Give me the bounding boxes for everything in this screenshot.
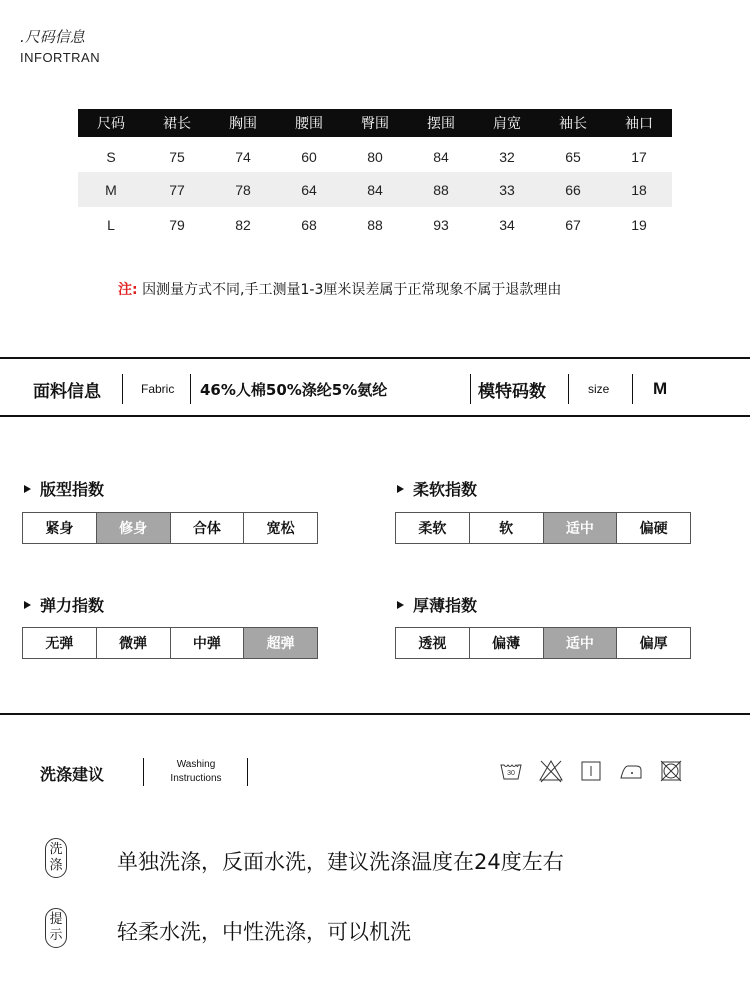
table-row [78, 137, 672, 172]
tip-badge [45, 908, 67, 948]
table-cell: 80 [367, 148, 383, 165]
fit-index-scale [22, 512, 318, 544]
washing-title-en-1: Washing [176, 759, 216, 770]
divider [632, 374, 633, 404]
table-cell: 84 [433, 148, 449, 165]
table-cell: 75 [169, 148, 185, 165]
col-header: 尺码 [78, 109, 144, 137]
divider [0, 415, 750, 417]
washing-title-en [156, 758, 236, 786]
stretch-option: 中弹 [171, 628, 245, 658]
fit-option: 合体 [171, 513, 245, 543]
washing-title: 洗涤建议 [40, 765, 105, 784]
divider [190, 374, 191, 404]
col-header: 肩宽 [474, 109, 540, 137]
table-cell: 67 [565, 216, 581, 233]
thickness-index-title [397, 593, 477, 616]
table-cell: 77 [144, 172, 210, 207]
fit-option: 紧身 [23, 513, 97, 543]
divider [0, 713, 750, 715]
size-table [78, 109, 672, 242]
thickness-index-scale [395, 627, 691, 659]
table-cell: 33 [474, 172, 540, 207]
col-header: 袖长 [540, 109, 606, 137]
table-cell: 78 [210, 172, 276, 207]
note-mark: 注: [118, 282, 138, 298]
col-header: 臀围 [342, 109, 408, 137]
model-size-label: 模特码数 [478, 381, 546, 402]
thickness-option: 适中 [544, 628, 618, 658]
stretch-option: 无弹 [23, 628, 97, 658]
table-cell: 82 [235, 216, 251, 233]
table-cell: 17 [631, 148, 647, 165]
fit-option: 修身 [97, 513, 171, 543]
divider [247, 758, 248, 786]
wash-30-icon [498, 758, 524, 784]
triangle-bullet-icon [24, 485, 31, 493]
table-cell: M [78, 172, 144, 207]
divider [568, 374, 569, 404]
table-cell: 68 [301, 216, 317, 233]
stretch-option: 超弹 [244, 628, 317, 658]
iron-low-icon [618, 758, 644, 784]
stretch-index-title [24, 593, 104, 616]
fit-option: 宽松 [266, 521, 295, 537]
no-bleach-icon [538, 758, 564, 784]
softness-option: 柔软 [396, 513, 470, 543]
table-row [78, 207, 672, 242]
softness-option: 偏硬 [639, 521, 668, 537]
softness-index-label: 柔软指数 [413, 480, 478, 499]
triangle-bullet-icon [397, 601, 404, 609]
tip-badge-char: 洗 [49, 842, 63, 857]
col-header: 裙长 [144, 109, 210, 137]
thickness-option: 偏厚 [639, 636, 668, 652]
fabric-label: 面料信息 [33, 381, 101, 402]
tip-badge-char: 示 [49, 928, 63, 943]
measurement-note [118, 279, 561, 299]
softness-index-title [397, 477, 477, 500]
triangle-bullet-icon [397, 485, 404, 493]
tip-badge-char: 提 [49, 912, 63, 927]
washing-tip-2: 轻柔水洗，中性洗涤，可以机洗 [117, 920, 411, 944]
washing-title-en-2: Instructions [170, 773, 222, 784]
note-text: 因测量方式不同,手工测量1-3厘米误差属于正常现象不属于退款理由 [142, 282, 562, 298]
table-cell: 64 [276, 172, 342, 207]
divider [470, 374, 471, 404]
fit-index-label: 版型指数 [40, 480, 105, 499]
table-cell: 74 [235, 148, 251, 165]
model-size-value: M [653, 379, 668, 398]
tip-badge [45, 838, 67, 878]
table-cell: 88 [367, 216, 383, 233]
stretch-option: 微弹 [97, 628, 171, 658]
wash-temp-label: 30 [507, 770, 515, 777]
stretch-index-label: 弹力指数 [40, 596, 105, 615]
tip-badge-char: 涤 [49, 858, 63, 873]
col-header: 袖口 [606, 109, 672, 137]
table-cell: 84 [342, 172, 408, 207]
fabric-label-en: Fabric [141, 382, 175, 396]
thickness-option: 偏薄 [470, 628, 544, 658]
divider [122, 374, 123, 404]
table-cell: 19 [631, 216, 647, 233]
divider [143, 758, 144, 786]
thickness-option: 透视 [396, 628, 470, 658]
table-cell: 66 [540, 172, 606, 207]
line-dry-icon [578, 758, 604, 784]
care-icons [498, 758, 684, 784]
softness-option: 软 [470, 513, 544, 543]
table-cell: 79 [169, 216, 185, 233]
table-cell: 88 [408, 172, 474, 207]
table-cell: 60 [301, 148, 317, 165]
fit-index-title [24, 477, 104, 500]
table-row [78, 172, 672, 207]
page-subtitle: INFORTRAN [20, 50, 101, 65]
softness-option: 适中 [544, 513, 618, 543]
col-header: 摆围 [408, 109, 474, 137]
fabric-value: 46%人棉50%涤纶5%氨纶 [200, 380, 388, 399]
table-cell: 65 [565, 148, 581, 165]
thickness-index-label: 厚薄指数 [413, 596, 478, 615]
softness-index-scale [395, 512, 691, 544]
col-header: 胸围 [210, 109, 276, 137]
divider [0, 357, 750, 359]
washing-tip-1: 单独洗涤，反面水洗，建议洗涤温度在24度左右 [117, 850, 564, 874]
table-cell: 34 [499, 216, 515, 233]
table-cell: L [107, 216, 115, 233]
page-title: .尺码信息 [20, 28, 85, 46]
no-tumble-dry-icon [658, 758, 684, 784]
table-cell: S [106, 148, 116, 165]
table-cell: 18 [606, 172, 672, 207]
model-size-label-en: size [588, 382, 610, 396]
col-header: 腰围 [276, 109, 342, 137]
stretch-index-scale [22, 627, 318, 659]
table-cell: 32 [499, 148, 515, 165]
size-table-header [78, 109, 672, 137]
triangle-bullet-icon [24, 601, 31, 609]
table-cell: 93 [433, 216, 449, 233]
